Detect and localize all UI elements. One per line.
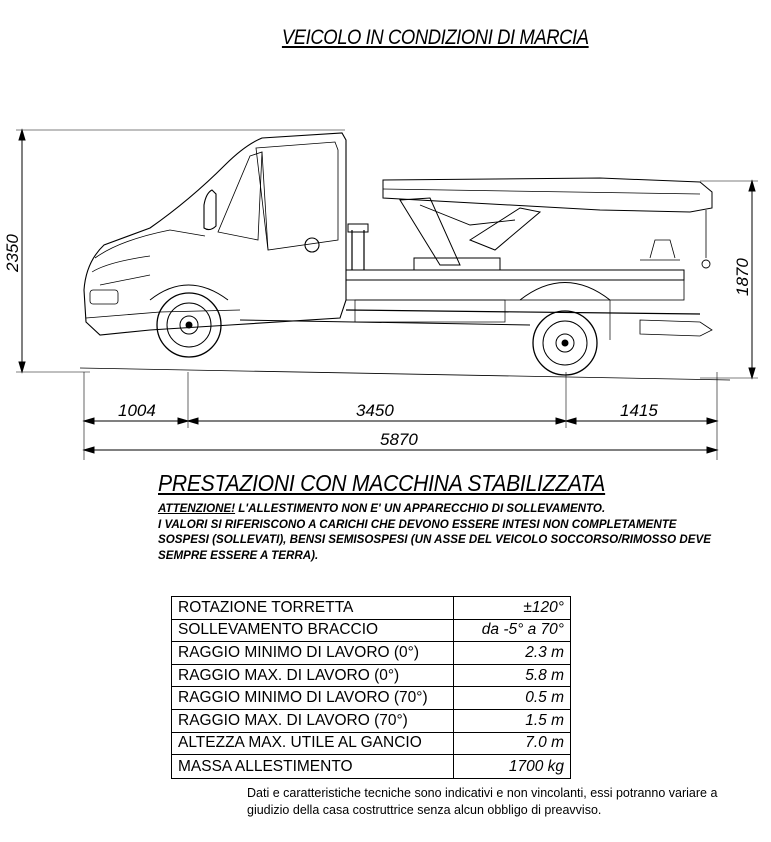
row-value: ±120° [454,597,571,620]
dim-1415-label: 1415 [620,401,658,420]
row-value: 1.5 m [454,709,571,732]
row-label: ROTAZIONE TORRETTA [172,597,454,620]
table-row [172,597,571,620]
warning-block [158,501,718,563]
dim-2350-label: 2350 [3,234,22,272]
row-label: RAGGIO MAX. DI LAVORO (0°) [172,664,454,687]
dim-3450-label: 3450 [356,401,394,420]
dim-1870-label: 1870 [733,258,752,296]
table-row [172,642,571,665]
warning-text1: L'ALLESTIMENTO NON E' UN APPARECCHIO DI SOLLEVAMENTO. [235,502,606,515]
warning-lead: ATTENZIONE! [158,502,236,515]
row-value: da -5° a 70° [454,619,571,642]
dim-5870-label: 5870 [380,430,418,449]
row-label: ALTEZZA MAX. UTILE AL GANCIO [172,732,454,755]
row-label: MASSA ALLESTIMENTO [172,755,454,779]
drawing-title-text: VEICOLO IN CONDIZIONI DI MARCIA [282,26,589,49]
dim-height-total [3,130,345,372]
performance-table [171,596,571,779]
disclaimer-note: Dati e caratteristiche tecniche sono indicativi e non vincolanti, essi potranno variare a giudizio della casa costruttrice senza alcun obbligo di preavviso. [247,786,718,817]
row-label: SOLLEVAMENTO BRACCIO [172,619,454,642]
dim-horizontal [84,372,717,460]
front-wheel [157,293,221,357]
warning-text2: I VALORI SI RIFERISCONO A CARICHI CHE DEVONO ESSERE INTESI NON COMPLETAMENTE SOSPESI (SOLLEVATI), BENSI SEMISOSPESI (UN ASSE DEL VEICOLO SOCCORSO/RIMOSSO DEVE SEMPRE ESSERE A TERRA). [158,517,711,562]
truck-cab [84,133,346,335]
truck-chassis [240,240,712,340]
performance-title: PRESTAZIONI CON MACCHINA STABILIZZATA [158,470,606,496]
crane-boom [348,178,712,270]
row-label: RAGGIO MINIMO DI LAVORO (70°) [172,687,454,710]
row-value: 5.8 m [454,664,571,687]
dim-1004-label: 1004 [118,401,156,420]
row-value: 2.3 m [454,642,571,665]
row-label: RAGGIO MINIMO DI LAVORO (0°) [172,642,454,665]
row-value: 0.5 m [454,687,571,710]
rear-wheel [533,311,597,375]
table-row [172,687,571,710]
row-value: 7.0 m [454,732,571,755]
table-row [172,619,571,642]
table-row [172,709,571,732]
table-row [172,664,571,687]
dim-height-crane [700,181,758,378]
table-row [172,732,571,755]
row-value: 1700 kg [454,755,571,779]
table-row [172,755,571,779]
row-label: RAGGIO MAX. DI LAVORO (70°) [172,709,454,732]
